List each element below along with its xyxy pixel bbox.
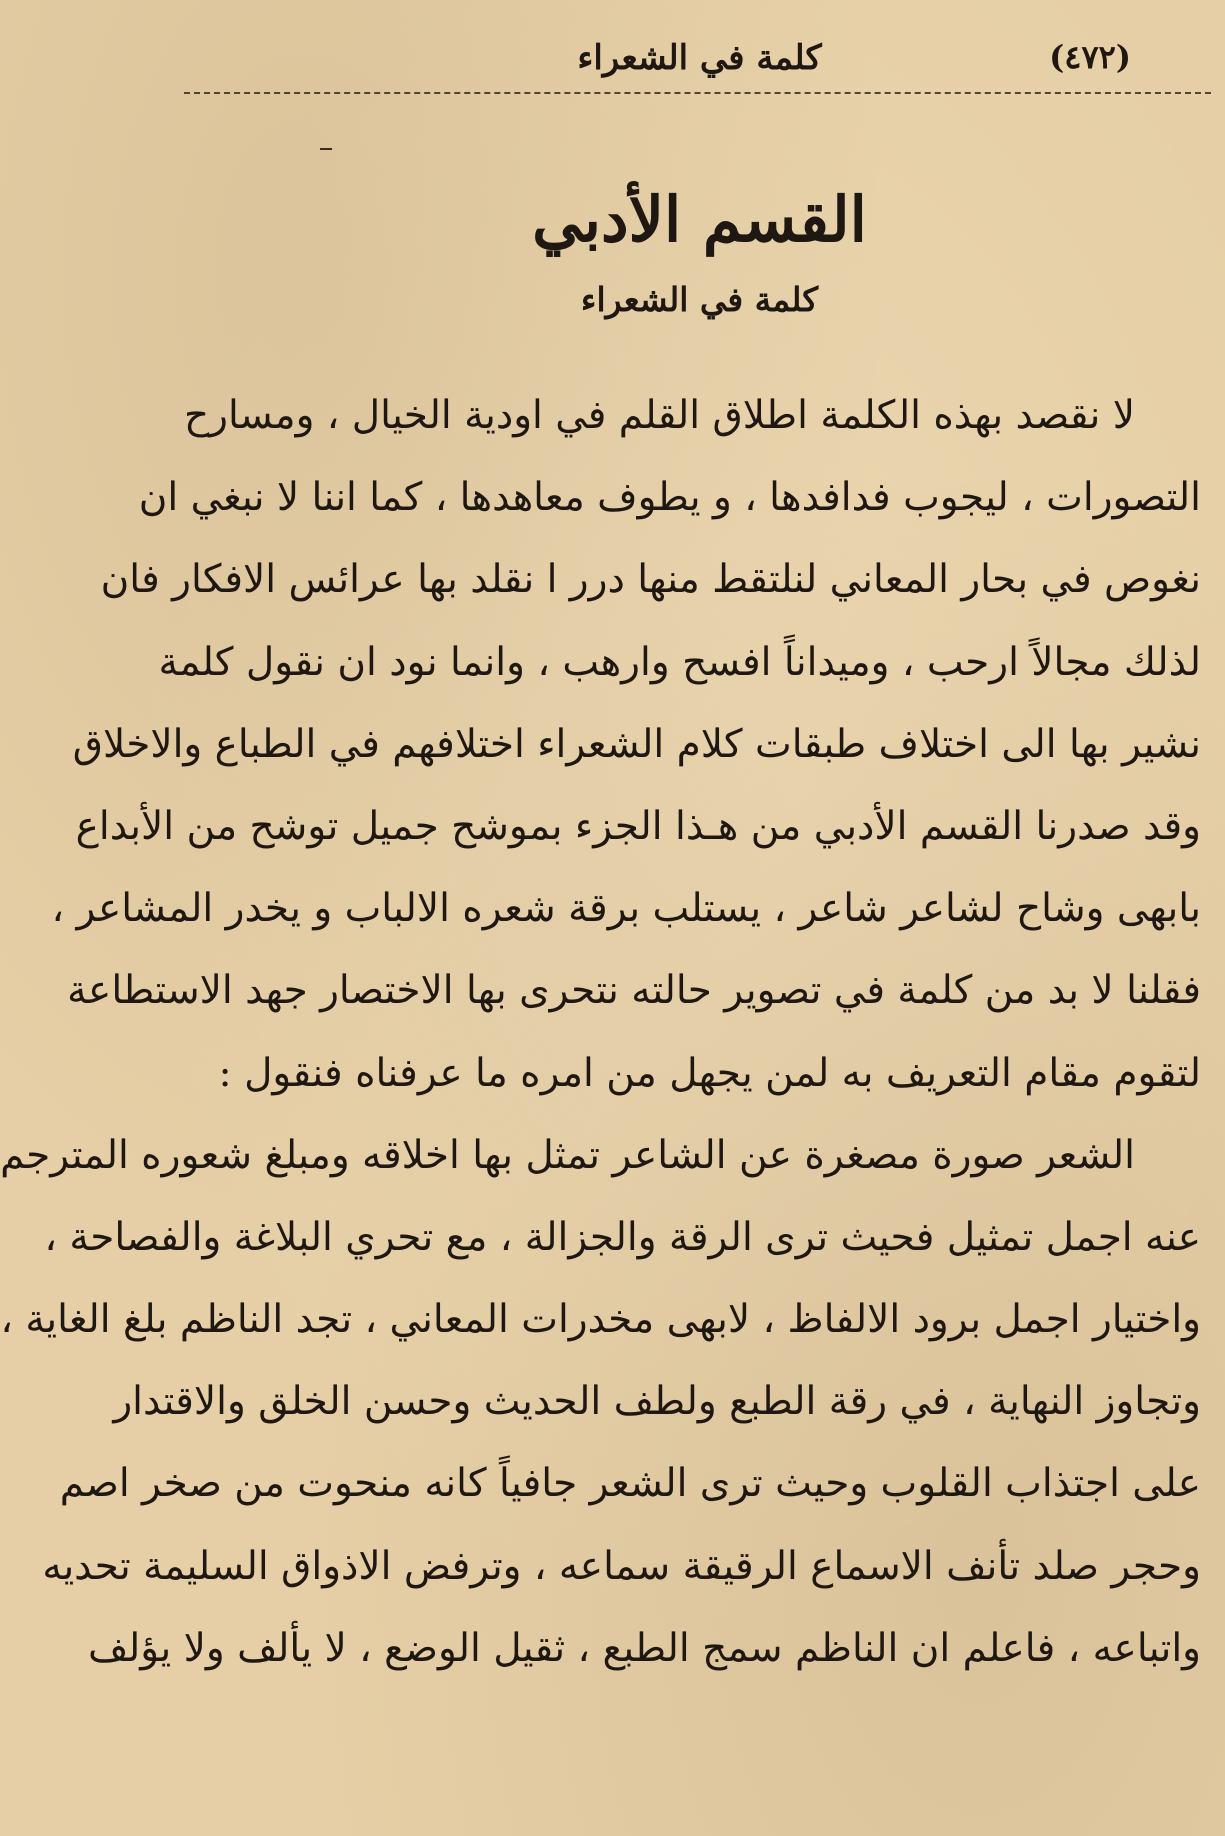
paragraph-1-line-9: لتقوم مقام التعريف به لمن يجهل من امره ما عرفناه فنقول : [218, 1050, 1201, 1096]
paragraph-2-line-2: عنه اجمل تمثيل فحيث ترى الرقة والجزالة ، مع تحري البلاغة والفصاحة ، [44, 1214, 1201, 1260]
decorative-dash [320, 148, 332, 150]
paragraph-1-line-6: وقد صدرنا القسم الأدبي من هـذا الجزء بموشح جميل توشح من الأبداع [75, 803, 1201, 849]
body-text [0, 375, 1201, 1690]
running-title: كلمة في الشعراء [577, 38, 822, 78]
paragraph-2-line-1: الشعر صورة مصغرة عن الشاعر تمثل بها اخلاقه ومبلغ شعوره المترجم [0, 1132, 1135, 1178]
paragraph-1-line-5: نشير بها الى اختلاف طبقات كلام الشعراء اختلافهم في الطباع والاخلاق [72, 721, 1201, 767]
paragraph-1-line-8: فقلنا لا بد من كلمة في تصوير حالته نتحرى بها الاختصار جهد الاستطاعة [67, 968, 1201, 1014]
paragraph-1-line-1: لا نقصد بهذه الكلمة اطلاق القلم في اودية الخيال ، ومسارح [184, 393, 1135, 438]
paragraph-1-line-3: نغوص في بحار المعاني لنلتقط منها درر ا نقلد بها عرائس الافكار فان [100, 557, 1201, 603]
paragraph-1-line-2: التصورات ، ليجوب فدافدها ، و يطوف معاهدها ، كما اننا لا نبغي ان [138, 475, 1201, 521]
paragraph-1-line-4: لذلك مجالاً ارحب ، وميداناً افسح وارهب ، وانما نود ان نقول كلمة [158, 639, 1201, 685]
paragraph-2-line-3: واختيار اجمل برود الالفاظ ، لابهى مخدرات المعاني ، تجد الناظم بلغ الغاية ، [0, 1297, 1201, 1343]
section-subtitle: كلمة في الشعراء [580, 280, 819, 319]
paragraph-1-line-7: بابهى وشاح لشاعر شاعر ، يستلب برقة شعره الالباب و يخدر المشاعر ، [51, 886, 1201, 932]
paragraph-2-line-4: وتجاوز النهاية ، في رقة الطبع ولطف الحديث وحسن الخلق والاقتدار [113, 1379, 1201, 1425]
paragraph-2-line-7: واتباعه ، فاعلم ان الناظم سمج الطبع ، ثقيل الوضع ، لا يألف ولا يؤلف [87, 1625, 1201, 1671]
section-title: القسم الأدبي [532, 183, 867, 256]
header-dashed-rule [184, 92, 1211, 94]
running-header [210, 30, 1189, 86]
paragraph-2-line-5: على اجتذاب القلوب وحيث ترى الشعر جافياً كانه منحوت من صخر اصم [59, 1461, 1201, 1507]
paragraph-2-line-6: وحجر صلد تأنف الاسماع الرقيقة سماعه ، وترفض الاذواق السليمة تحديه [42, 1543, 1201, 1589]
page-number: (٤٧٢) [1049, 38, 1131, 76]
